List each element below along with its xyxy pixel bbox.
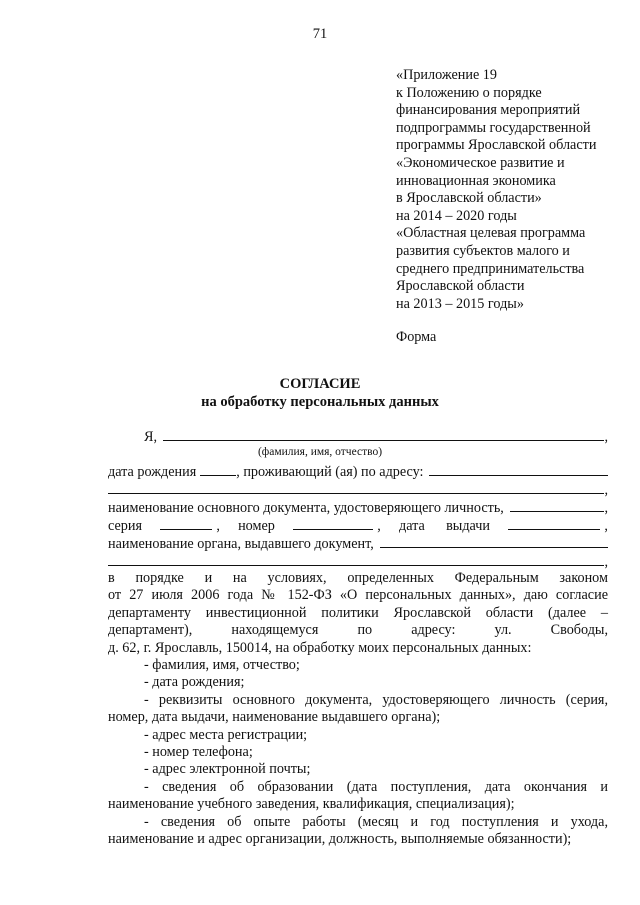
data-item-continuation: наименование учебного заведения, квалификация, специализация); <box>108 796 515 813</box>
series-blank[interactable] <box>160 516 212 530</box>
form-fields-2 <box>108 462 608 570</box>
issuer-label: наименование органа, выдавшего документ, <box>108 536 374 552</box>
page-number: 71 <box>312 26 328 42</box>
doc-name-comma: , <box>604 500 608 516</box>
consent-paragraph <box>108 570 608 849</box>
address-blank[interactable] <box>429 462 608 476</box>
data-item-text: - сведения об образовании (дата поступления, дата окончания и <box>144 778 608 795</box>
data-item-text: - фамилия, имя, отчество; <box>144 657 300 674</box>
issue-date-label: дата выдачи <box>399 518 491 534</box>
data-item-text: - сведения об опыте работы (месяц и год поступления и ухода, <box>144 813 608 830</box>
data-item-text: - номер телефона; <box>144 744 253 761</box>
number-blank[interactable] <box>293 516 373 530</box>
series-number-row <box>108 516 608 534</box>
fio-blank[interactable] <box>163 427 604 441</box>
issuer-row <box>108 534 608 552</box>
appendix-header <box>396 67 636 313</box>
appendix-line: «Приложение 19 <box>396 67 497 83</box>
appendix-line: подпрограммы государственной <box>396 119 591 136</box>
address-blank-2[interactable] <box>108 480 604 494</box>
appendix-line: к Положению о порядке <box>396 84 542 101</box>
data-item-text: - дата рождения; <box>144 674 245 691</box>
form-fields <box>108 427 608 445</box>
data-item <box>108 692 608 727</box>
birth-date-label: дата рождения <box>108 464 197 480</box>
data-item <box>108 744 608 761</box>
consent-line: департамент), находящемуся по адресу: ул. Свободы, <box>108 622 608 639</box>
data-item <box>108 779 608 814</box>
appendix-line: финансирования мероприятий <box>396 102 581 119</box>
data-item-text: - адрес места регистрации; <box>144 726 308 743</box>
number-comma: , <box>377 518 381 534</box>
appendix-line: инновационная экономика <box>396 172 556 189</box>
issuer-blank[interactable] <box>380 534 608 548</box>
appendix-line: Ярославской области <box>396 278 525 295</box>
doc-name-blank[interactable] <box>510 498 605 512</box>
consent-line: в порядке и на условиях, определенных Федеральным законом <box>108 570 608 586</box>
appendix-line: среднего предпринимательства <box>396 260 585 277</box>
issuer-continuation-row <box>108 552 608 570</box>
issuer-blank-2[interactable] <box>108 552 604 566</box>
document-subtitle: на обработку персональных данных <box>201 394 439 410</box>
issue-date-comma: , <box>604 518 608 534</box>
appendix-line: «Областная целевая программа <box>396 225 586 242</box>
data-item-text: - реквизиты основного документа, удостоверяющего личность (серия, <box>144 691 608 708</box>
consent-line: департаменту инвестиционной политики Ярославской области (далее – <box>108 604 608 621</box>
series-label: серия <box>108 518 142 534</box>
appendix-line: развития субъектов малого и <box>396 242 570 259</box>
fio-row <box>108 427 608 445</box>
fio-hint: (фамилия, имя, отчество) <box>257 446 383 458</box>
appendix-line: программы Ярославской области <box>396 137 597 154</box>
data-item <box>108 727 608 744</box>
data-item-text: - адрес электронной почты; <box>144 761 311 778</box>
appendix-line: на 2014 – 2020 годы <box>396 207 517 224</box>
residing-label: , проживающий (ая) по адресу: <box>236 464 424 480</box>
doc-name-row <box>108 498 608 516</box>
birth-address-row <box>108 462 608 480</box>
data-item-continuation: наименование и адрес организации, должность, выполняемые обязанности); <box>108 831 572 848</box>
ya-label: Я, <box>144 429 158 445</box>
address-continuation-row <box>108 480 608 498</box>
document-title: СОГЛАСИЕ <box>279 376 361 392</box>
fio-comma: , <box>604 429 608 445</box>
data-item <box>108 657 608 674</box>
appendix-line: на 2013 – 2015 годы» <box>396 295 524 312</box>
birth-date-blank[interactable] <box>200 462 236 476</box>
address-comma: , <box>604 482 608 498</box>
number-label: номер <box>238 518 275 534</box>
series-comma: , <box>216 518 220 534</box>
issuer-comma: , <box>604 554 608 570</box>
data-item-continuation: номер, дата выдачи, наименование выдавшего органа); <box>108 709 441 726</box>
consent-line: д. 62, г. Ярославль, 150014, на обработку моих персональных данных: <box>108 639 532 656</box>
data-item <box>108 761 608 778</box>
data-item <box>108 674 608 691</box>
data-item <box>108 814 608 849</box>
form-label: Форма <box>396 329 437 345</box>
appendix-line: «Экономическое развитие и <box>396 154 565 171</box>
doc-name-label: наименование основного документа, удостоверяющего личность, <box>108 500 504 516</box>
issue-date-blank[interactable] <box>508 516 600 530</box>
consent-line: от 27 июля 2006 года № 152-ФЗ «О персональных данных», даю согласие <box>108 587 608 604</box>
appendix-line: в Ярославской области» <box>396 190 542 207</box>
